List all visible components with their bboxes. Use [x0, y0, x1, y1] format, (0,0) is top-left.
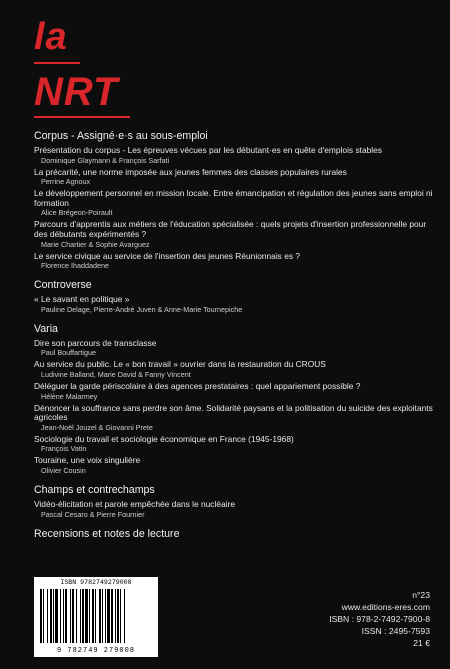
publisher-website: www.editions-eres.com [341, 602, 430, 612]
list-item [34, 456, 434, 475]
logo-la: la [34, 16, 68, 58]
article-title: Présentation du corpus - Les épreuves vécues par les débutant·es en quête d'emplois stables [34, 145, 382, 155]
article-title: Sociologie du travail et sociologie économique en France (1945-1968) [34, 433, 294, 444]
article-title: Parcours d'apprentis aux métiers de l'éducation spécialisée : quels projets d'insertion professionnelle pour des débutants expérimentés ? [34, 219, 427, 239]
list-item [34, 168, 434, 187]
barcode-bars [40, 589, 152, 643]
article-authors: Pauline Delage, Pierre-André Juven & Anne-Marie Tournepiche [41, 304, 243, 314]
isbn-text: ISBN : 978-2-7492-7900-8 [329, 614, 430, 624]
section-title: Corpus - Assigné·e·s au sous-emploi [34, 130, 208, 142]
article-authors: Ludivine Balland, Marie David & Fanny Vincent [41, 369, 191, 379]
publisher-info [329, 589, 430, 649]
section-title: Controverse [34, 279, 92, 292]
article-authors: Dominique Glaymann & François Sarfati [41, 155, 170, 165]
article-authors: Florence Ihaddadene [41, 261, 109, 271]
article-authors: Marie Chartier & Sophie Avarguez [41, 239, 150, 249]
article-authors: Paul Bouffartigue [41, 348, 97, 358]
article-authors: Pascal Cesaro & Pierre Fournier [41, 509, 145, 519]
article-title: Le service civique au service de l'insertion des jeunes Réunionnais es ? [34, 250, 301, 261]
article-title: Déléguer la garde périscolaire à des agences prestataires : quel appariement possible ? [34, 380, 361, 391]
article-title: Le développement personnel en mission locale. Entre émancipation et régulation des jeunes sans emploi ni formation [34, 188, 433, 208]
article-authors: Hélène Malarmey [41, 391, 98, 401]
section-corpus [34, 130, 434, 270]
section-controverse [34, 279, 434, 314]
issn-text: ISSN : 2495-7593 [361, 626, 430, 636]
barcode [34, 577, 158, 657]
list-item [34, 252, 434, 271]
list-item [34, 382, 434, 401]
issue-number: n°23 [412, 590, 430, 600]
article-authors: Alice Brégeon-Poirault [41, 208, 113, 218]
section-title: Champs et contrechamps [34, 483, 155, 496]
section-title: Varia [34, 322, 58, 335]
table-of-contents [34, 130, 434, 541]
article-title: Vidéo-élicitation et parole empêchée dans le nucléaire [34, 498, 235, 509]
section-recensions [34, 528, 434, 541]
article-authors: François Vatin [41, 444, 87, 454]
list-item [34, 146, 434, 165]
article-title: Au service du public. Le « bon travail » ouvrier dans la restauration du CROUS [34, 359, 326, 370]
list-item [34, 189, 434, 217]
list-item [34, 220, 434, 248]
article-authors: Olivier Cousin [41, 465, 86, 475]
article-title: Touraine, une voix singulière [34, 455, 141, 466]
logo-underline [34, 62, 80, 64]
list-item [34, 404, 434, 432]
logo-underline [34, 116, 130, 118]
article-title: Dire son parcours de transclasse [34, 337, 157, 348]
logo-nrt: NRT [34, 70, 119, 114]
list-item [34, 339, 434, 358]
section-champs-contrechamps [34, 484, 434, 519]
article-authors: Perrine Agnoux [41, 177, 91, 187]
article-authors: Jean-Noël Jouzel & Giovanni Prete [41, 422, 153, 432]
article-title: Dénoncer la souffrance sans perdre son âme. Solidarité paysans et la politisation du suicide des exploitants agricoles [34, 402, 433, 423]
article-title: La précarité, une norme imposée aux jeunes femmes des classes populaires rurales [34, 166, 347, 177]
article-title: « Le savant en politique » [34, 294, 130, 305]
list-item [34, 500, 434, 519]
price: 21 € [413, 638, 430, 648]
barcode-isbn-label: ISBN 9782749279008 [60, 579, 132, 586]
section-varia [34, 323, 434, 475]
barcode-digits: 9 782749 279008 [56, 647, 135, 655]
section-title: Recensions et notes de lecture [34, 527, 180, 540]
list-item [34, 360, 434, 379]
list-item [34, 295, 434, 314]
list-item [34, 435, 434, 454]
